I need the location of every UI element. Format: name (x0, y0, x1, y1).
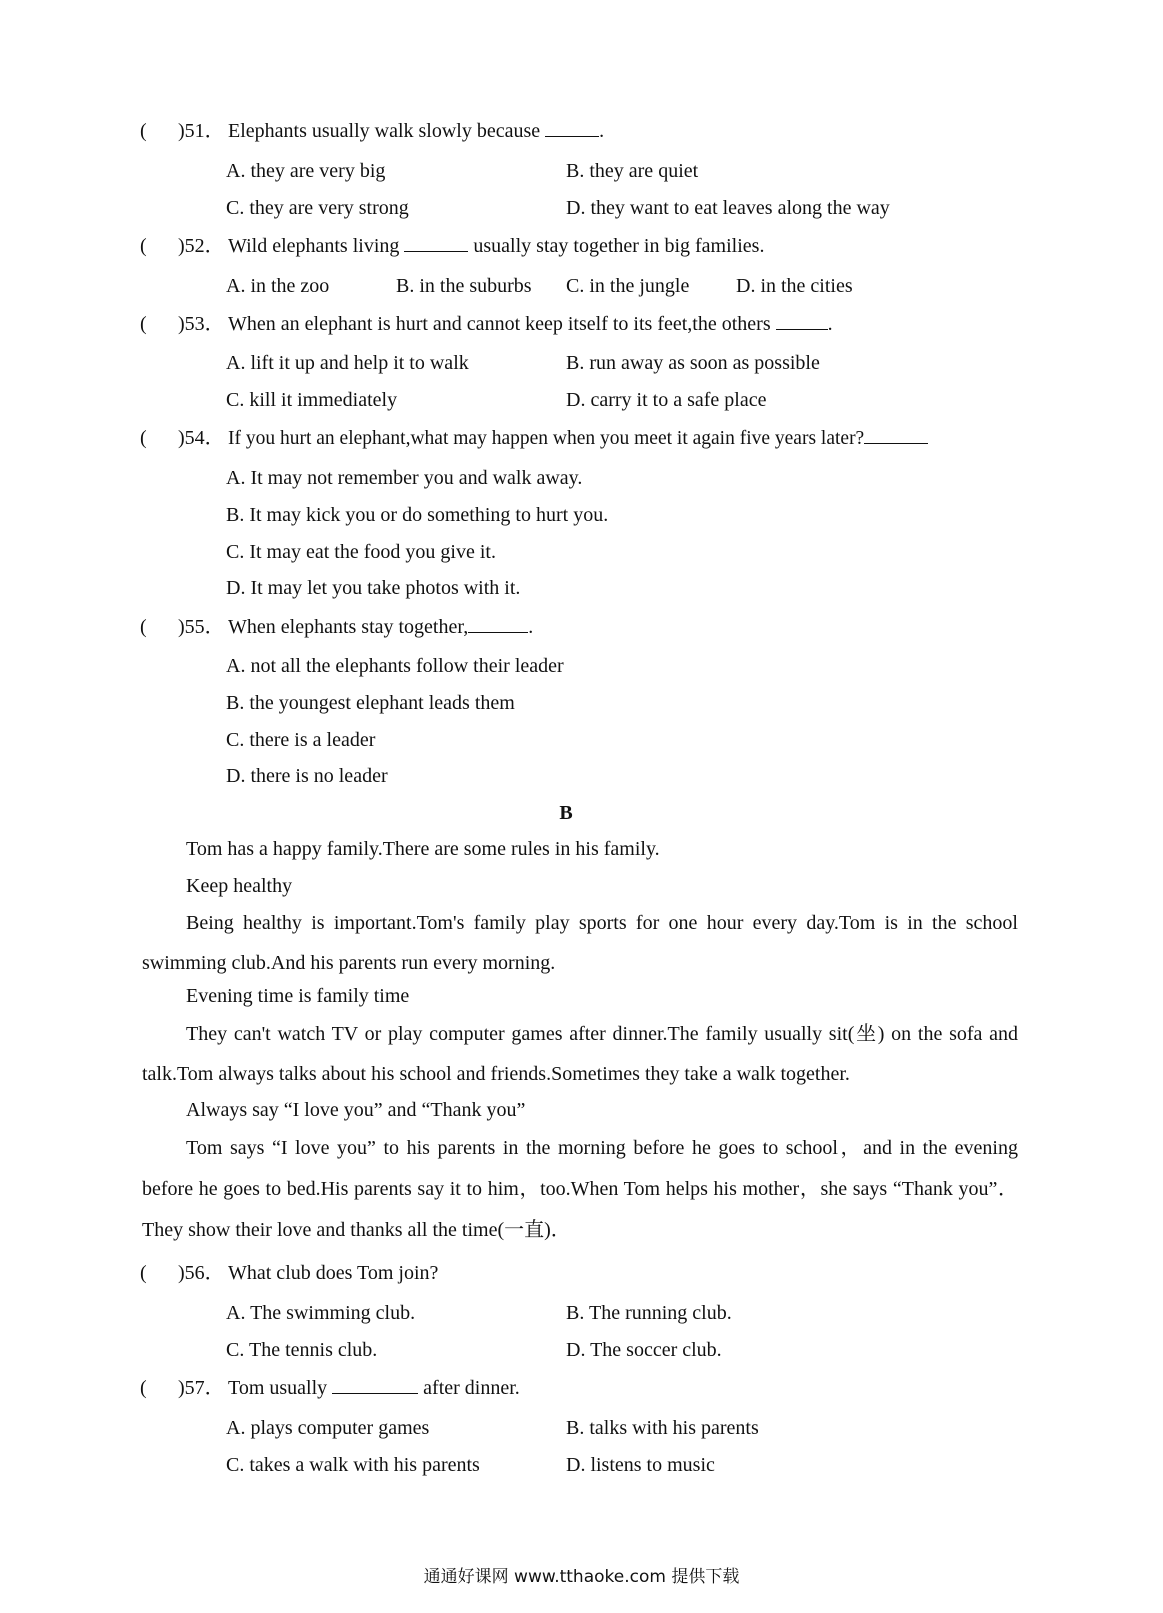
answer-paren[interactable]: ( (140, 1262, 147, 1284)
question-stem (228, 311, 833, 337)
option-a[interactable]: A. It may not remember you and walk away. (226, 467, 583, 489)
option-d[interactable]: D. in the cities (736, 275, 853, 297)
option-b[interactable]: B. It may kick you or do something to hurt you. (226, 504, 609, 526)
stem-text: usually stay together in big families. (468, 235, 765, 257)
option-c[interactable]: C. there is a leader (226, 729, 376, 751)
stem-text: after dinner. (418, 1377, 520, 1399)
passage-heading: Always say “I love you” and “Thank you” (186, 1099, 526, 1121)
stem-text: . (528, 616, 534, 638)
option-a[interactable]: A. plays computer games (226, 1417, 430, 1439)
option-d[interactable]: D. carry it to a safe place (566, 389, 767, 411)
question-number: )52． (178, 235, 225, 257)
option-d[interactable]: D. The soccer club. (566, 1339, 722, 1361)
answer-paren[interactable]: ( (140, 1377, 147, 1399)
passage-paragraph: Tom says “I love you” to his parents in the morning before he goes to school，and in the evening before he goes to bed.His parents say it to him，too.When Tom helps his mother，she says “Thank you”．They show their love and thanks all the time(一直)． (142, 1137, 1018, 1241)
passage-heading: Keep healthy (186, 875, 293, 897)
option-d[interactable]: D. listens to music (566, 1454, 715, 1476)
stem-text: Wild elephants living (228, 235, 405, 257)
question-number: )56． (178, 1262, 225, 1284)
stem-text: Elephants usually walk slowly because (228, 120, 546, 142)
option-b[interactable]: B. they are quiet (566, 160, 699, 182)
stem-text: . (827, 313, 833, 335)
page-footer: 通通好课网 www.tthaoke.com 提供下载 (423, 1567, 740, 1587)
option-b[interactable]: B. run away as soon as possible (566, 352, 820, 374)
passage-paragraph: Being healthy is important.Tom's family play sports for one hour every day.Tom is in the school swimming club.And his parents run every morning. (142, 912, 1018, 974)
option-c[interactable]: C. in the jungle (566, 275, 690, 297)
question-stem: What club does Tom join? (228, 1262, 439, 1284)
passage-paragraph: They can't watch TV or play computer games after dinner.The family usually sit(坐) on the sofa and talk.Tom always talks about his school and friends.Sometimes they take a walk together. (142, 1023, 1018, 1085)
stem-text: Tom usually (228, 1377, 333, 1399)
option-a[interactable]: A. they are very big (226, 160, 386, 182)
question-number: )54． (178, 427, 225, 449)
answer-blank (776, 311, 828, 330)
option-b[interactable]: B. The running club. (566, 1302, 732, 1324)
section-title: B (559, 802, 573, 824)
question-number: )51． (178, 120, 225, 142)
option-a[interactable]: A. The swimming club. (226, 1302, 416, 1324)
passage-heading: Evening time is family time (186, 985, 410, 1007)
option-a[interactable]: A. lift it up and help it to walk (226, 352, 469, 374)
stem-text: When elephants stay together, (228, 616, 469, 638)
answer-blank (468, 614, 528, 633)
option-c[interactable]: C. they are very strong (226, 197, 409, 219)
question-stem (228, 614, 533, 640)
option-d[interactable]: D. It may let you take photos with it. (226, 577, 521, 599)
option-c[interactable]: C. The tennis club. (226, 1339, 378, 1361)
answer-paren[interactable]: ( (140, 616, 147, 638)
answer-blank (864, 425, 928, 444)
option-c[interactable]: C. takes a walk with his parents (226, 1454, 480, 1476)
answer-blank (332, 1375, 418, 1394)
question-number: )55． (178, 616, 225, 638)
question-stem (228, 118, 604, 144)
question-stem (228, 425, 928, 452)
option-c[interactable]: C. kill it immediately (226, 389, 398, 411)
option-b[interactable]: B. the youngest elephant leads them (226, 692, 515, 714)
stem-text: If you hurt an elephant,what may happen when you meet it again five years later? (228, 428, 865, 449)
answer-blank (545, 118, 599, 137)
question-stem (228, 1375, 520, 1401)
answer-blank (404, 233, 468, 252)
option-d[interactable]: D. they want to eat leaves along the way (566, 197, 890, 219)
passage-intro: Tom has a happy family.There are some rules in his family. (186, 838, 660, 860)
answer-paren[interactable]: ( (140, 313, 147, 335)
option-a[interactable]: A. in the zoo (226, 275, 330, 297)
option-a[interactable]: A. not all the elephants follow their leader (226, 655, 564, 677)
option-d[interactable]: D. there is no leader (226, 765, 388, 787)
option-b[interactable]: B. in the suburbs (396, 275, 532, 297)
option-b[interactable]: B. talks with his parents (566, 1417, 759, 1439)
question-number: )53． (178, 313, 225, 335)
stem-text: When an elephant is hurt and cannot keep itself to its feet,the others (228, 313, 776, 335)
stem-text: . (599, 120, 605, 142)
answer-paren[interactable]: ( (140, 427, 147, 449)
answer-paren[interactable]: ( (140, 120, 147, 142)
answer-paren[interactable]: ( (140, 235, 147, 257)
question-stem (228, 233, 764, 259)
option-c[interactable]: C. It may eat the food you give it. (226, 541, 496, 563)
question-number: )57． (178, 1377, 225, 1399)
